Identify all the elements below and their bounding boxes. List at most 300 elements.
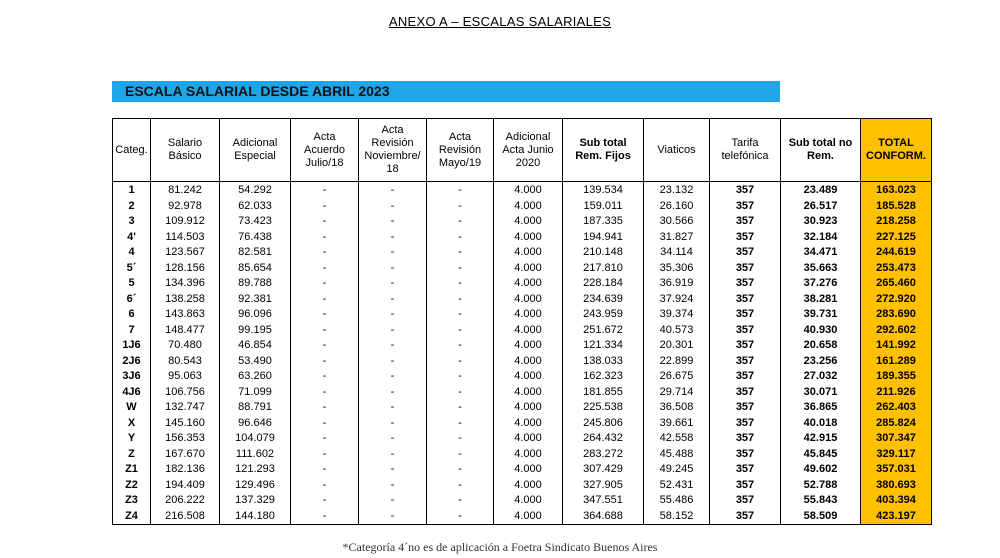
cell-viaticos: 26.675 bbox=[644, 369, 710, 385]
cell-categ: Z2 bbox=[113, 478, 151, 494]
table-row bbox=[113, 307, 932, 323]
cell-acta-acuerdo: - bbox=[291, 447, 359, 463]
cell-categ: 4' bbox=[113, 230, 151, 246]
cell-salario-basico: 148.477 bbox=[151, 323, 220, 339]
cell-subtotal-no-rem: 40.018 bbox=[781, 416, 861, 432]
cell-adicional-especial: 92.381 bbox=[220, 292, 291, 308]
cell-categ: 7 bbox=[113, 323, 151, 339]
table-row bbox=[113, 509, 932, 525]
cell-tarifa: 357 bbox=[710, 182, 781, 199]
cell-subtotal-no-rem: 30.071 bbox=[781, 385, 861, 401]
header-acta-acuerdo: Acta Acuerdo Julio/18 bbox=[291, 119, 359, 182]
header-total: TOTAL CONFORM. bbox=[861, 119, 932, 182]
table-row bbox=[113, 245, 932, 261]
cell-viaticos: 49.245 bbox=[644, 462, 710, 478]
cell-total: 141.992 bbox=[861, 338, 932, 354]
cell-subtotal-no-rem: 32.184 bbox=[781, 230, 861, 246]
cell-acta-acuerdo: - bbox=[291, 400, 359, 416]
cell-subtotal-rem: 162.323 bbox=[563, 369, 644, 385]
cell-tarifa: 357 bbox=[710, 230, 781, 246]
cell-viaticos: 42.558 bbox=[644, 431, 710, 447]
footnote: *Categoría 4´no es de aplicación a Foetra Sindicato Buenos Aires bbox=[342, 540, 658, 554]
cell-acta-acuerdo: - bbox=[291, 199, 359, 215]
cell-acta-revision-mayo: - bbox=[427, 245, 494, 261]
cell-acta-acuerdo: - bbox=[291, 245, 359, 261]
cell-tarifa: 357 bbox=[710, 509, 781, 525]
cell-subtotal-rem: 210.148 bbox=[563, 245, 644, 261]
cell-viaticos: 31.827 bbox=[644, 230, 710, 246]
header-adicional-acta-junio: Adicional Acta Junio 2020 bbox=[494, 119, 563, 182]
table-row bbox=[113, 385, 932, 401]
table-row bbox=[113, 354, 932, 370]
cell-subtotal-rem: 138.033 bbox=[563, 354, 644, 370]
cell-subtotal-rem: 283.272 bbox=[563, 447, 644, 463]
cell-subtotal-rem: 181.855 bbox=[563, 385, 644, 401]
cell-tarifa: 357 bbox=[710, 462, 781, 478]
cell-acta-revision-mayo: - bbox=[427, 416, 494, 432]
cell-subtotal-no-rem: 27.032 bbox=[781, 369, 861, 385]
cell-acta-revision-mayo: - bbox=[427, 338, 494, 354]
cell-viaticos: 36.508 bbox=[644, 400, 710, 416]
cell-adicional-acta-junio: 4.000 bbox=[494, 199, 563, 215]
header-viaticos: Viaticos bbox=[644, 119, 710, 182]
cell-viaticos: 39.374 bbox=[644, 307, 710, 323]
cell-subtotal-no-rem: 37.276 bbox=[781, 276, 861, 292]
cell-adicional-acta-junio: 4.000 bbox=[494, 493, 563, 509]
cell-adicional-especial: 99.195 bbox=[220, 323, 291, 339]
cell-subtotal-rem: 217.810 bbox=[563, 261, 644, 277]
cell-subtotal-no-rem: 55.843 bbox=[781, 493, 861, 509]
cell-acta-revision-nov: - bbox=[359, 182, 427, 199]
header-subtotal-rem: Sub total Rem. Fijos bbox=[563, 119, 644, 182]
header-adicional-especial: Adicional Especial bbox=[220, 119, 291, 182]
cell-viaticos: 34.114 bbox=[644, 245, 710, 261]
cell-acta-revision-nov: - bbox=[359, 245, 427, 261]
cell-subtotal-rem: 307.429 bbox=[563, 462, 644, 478]
cell-salario-basico: 206.222 bbox=[151, 493, 220, 509]
cell-acta-acuerdo: - bbox=[291, 509, 359, 525]
cell-acta-revision-mayo: - bbox=[427, 509, 494, 525]
cell-subtotal-no-rem: 35.663 bbox=[781, 261, 861, 277]
cell-categ: 6 bbox=[113, 307, 151, 323]
cell-acta-revision-nov: - bbox=[359, 478, 427, 494]
table-row bbox=[113, 462, 932, 478]
cell-tarifa: 357 bbox=[710, 400, 781, 416]
cell-acta-revision-nov: - bbox=[359, 307, 427, 323]
cell-adicional-especial: 137.329 bbox=[220, 493, 291, 509]
cell-tarifa: 357 bbox=[710, 416, 781, 432]
cell-viaticos: 20.301 bbox=[644, 338, 710, 354]
cell-total: 244.619 bbox=[861, 245, 932, 261]
cell-adicional-acta-junio: 4.000 bbox=[494, 431, 563, 447]
header-row bbox=[113, 119, 932, 182]
cell-salario-basico: 134.396 bbox=[151, 276, 220, 292]
cell-subtotal-rem: 228.184 bbox=[563, 276, 644, 292]
cell-adicional-especial: 144.180 bbox=[220, 509, 291, 525]
cell-categ: 3J6 bbox=[113, 369, 151, 385]
cell-tarifa: 357 bbox=[710, 338, 781, 354]
cell-viaticos: 22.899 bbox=[644, 354, 710, 370]
cell-acta-acuerdo: - bbox=[291, 431, 359, 447]
document-title bbox=[0, 14, 1000, 29]
cell-adicional-acta-junio: 4.000 bbox=[494, 323, 563, 339]
cell-acta-revision-nov: - bbox=[359, 416, 427, 432]
cell-tarifa: 357 bbox=[710, 354, 781, 370]
cell-acta-revision-nov: - bbox=[359, 400, 427, 416]
cell-tarifa: 357 bbox=[710, 431, 781, 447]
cell-adicional-especial: 63.260 bbox=[220, 369, 291, 385]
header-categ: Categ. bbox=[113, 119, 151, 182]
cell-acta-acuerdo: - bbox=[291, 323, 359, 339]
table-row bbox=[113, 416, 932, 432]
cell-salario-basico: 132.747 bbox=[151, 400, 220, 416]
cell-subtotal-rem: 245.806 bbox=[563, 416, 644, 432]
cell-acta-revision-mayo: - bbox=[427, 478, 494, 494]
cell-salario-basico: 123.567 bbox=[151, 245, 220, 261]
cell-viaticos: 58.152 bbox=[644, 509, 710, 525]
cell-acta-revision-mayo: - bbox=[427, 462, 494, 478]
cell-categ: Y bbox=[113, 431, 151, 447]
cell-subtotal-no-rem: 45.845 bbox=[781, 447, 861, 463]
cell-acta-acuerdo: - bbox=[291, 292, 359, 308]
table-row bbox=[113, 276, 932, 292]
cell-salario-basico: 106.756 bbox=[151, 385, 220, 401]
table-row bbox=[113, 214, 932, 230]
cell-viaticos: 52.431 bbox=[644, 478, 710, 494]
cell-categ: Z1 bbox=[113, 462, 151, 478]
cell-categ: Z4 bbox=[113, 509, 151, 525]
cell-salario-basico: 194.409 bbox=[151, 478, 220, 494]
cell-acta-revision-nov: - bbox=[359, 323, 427, 339]
cell-adicional-acta-junio: 4.000 bbox=[494, 400, 563, 416]
cell-categ: Z3 bbox=[113, 493, 151, 509]
cell-acta-acuerdo: - bbox=[291, 354, 359, 370]
cell-categ: 2J6 bbox=[113, 354, 151, 370]
cell-acta-revision-mayo: - bbox=[427, 292, 494, 308]
cell-adicional-acta-junio: 4.000 bbox=[494, 292, 563, 308]
cell-tarifa: 357 bbox=[710, 307, 781, 323]
cell-subtotal-no-rem: 38.281 bbox=[781, 292, 861, 308]
cell-salario-basico: 167.670 bbox=[151, 447, 220, 463]
cell-tarifa: 357 bbox=[710, 214, 781, 230]
cell-adicional-especial: 76.438 bbox=[220, 230, 291, 246]
cell-acta-acuerdo: - bbox=[291, 369, 359, 385]
cell-salario-basico: 138.258 bbox=[151, 292, 220, 308]
cell-categ: 4 bbox=[113, 245, 151, 261]
cell-acta-revision-nov: - bbox=[359, 509, 427, 525]
document-title-text: ANEXO A – ESCALAS SALARIALES bbox=[388, 14, 612, 29]
cell-adicional-acta-junio: 4.000 bbox=[494, 245, 563, 261]
cell-categ: 5´ bbox=[113, 261, 151, 277]
cell-viaticos: 23.132 bbox=[644, 182, 710, 199]
cell-acta-revision-mayo: - bbox=[427, 230, 494, 246]
cell-subtotal-rem: 264.432 bbox=[563, 431, 644, 447]
cell-salario-basico: 156.353 bbox=[151, 431, 220, 447]
cell-tarifa: 357 bbox=[710, 199, 781, 215]
cell-salario-basico: 80.543 bbox=[151, 354, 220, 370]
cell-tarifa: 357 bbox=[710, 369, 781, 385]
cell-acta-revision-mayo: - bbox=[427, 354, 494, 370]
cell-adicional-especial: 96.096 bbox=[220, 307, 291, 323]
cell-categ: 5 bbox=[113, 276, 151, 292]
cell-adicional-especial: 54.292 bbox=[220, 182, 291, 199]
cell-subtotal-no-rem: 42.915 bbox=[781, 431, 861, 447]
cell-adicional-acta-junio: 4.000 bbox=[494, 354, 563, 370]
cell-categ: Z bbox=[113, 447, 151, 463]
cell-categ: 1J6 bbox=[113, 338, 151, 354]
cell-categ: 3 bbox=[113, 214, 151, 230]
cell-acta-revision-mayo: - bbox=[427, 493, 494, 509]
cell-viaticos: 55.486 bbox=[644, 493, 710, 509]
cell-viaticos: 29.714 bbox=[644, 385, 710, 401]
cell-adicional-especial: 96.646 bbox=[220, 416, 291, 432]
table-row bbox=[113, 493, 932, 509]
cell-acta-acuerdo: - bbox=[291, 276, 359, 292]
cell-acta-revision-nov: - bbox=[359, 385, 427, 401]
cell-acta-acuerdo: - bbox=[291, 261, 359, 277]
cell-acta-revision-mayo: - bbox=[427, 307, 494, 323]
cell-acta-acuerdo: - bbox=[291, 338, 359, 354]
cell-acta-revision-nov: - bbox=[359, 199, 427, 215]
cell-adicional-especial: 82.581 bbox=[220, 245, 291, 261]
cell-adicional-acta-junio: 4.000 bbox=[494, 276, 563, 292]
cell-acta-revision-mayo: - bbox=[427, 214, 494, 230]
cell-viaticos: 37.924 bbox=[644, 292, 710, 308]
cell-acta-acuerdo: - bbox=[291, 307, 359, 323]
cell-tarifa: 357 bbox=[710, 276, 781, 292]
cell-subtotal-rem: 121.334 bbox=[563, 338, 644, 354]
cell-acta-revision-mayo: - bbox=[427, 447, 494, 463]
cell-acta-revision-nov: - bbox=[359, 230, 427, 246]
cell-acta-revision-nov: - bbox=[359, 447, 427, 463]
table-row bbox=[113, 199, 932, 215]
cell-adicional-acta-junio: 4.000 bbox=[494, 478, 563, 494]
cell-acta-revision-nov: - bbox=[359, 338, 427, 354]
cell-tarifa: 357 bbox=[710, 385, 781, 401]
cell-categ: 2 bbox=[113, 199, 151, 215]
cell-tarifa: 357 bbox=[710, 245, 781, 261]
cell-adicional-especial: 89.788 bbox=[220, 276, 291, 292]
cell-adicional-especial: 53.490 bbox=[220, 354, 291, 370]
cell-tarifa: 357 bbox=[710, 261, 781, 277]
cell-subtotal-rem: 251.672 bbox=[563, 323, 644, 339]
cell-adicional-acta-junio: 4.000 bbox=[494, 369, 563, 385]
cell-total: 189.355 bbox=[861, 369, 932, 385]
cell-subtotal-no-rem: 20.658 bbox=[781, 338, 861, 354]
cell-total: 329.117 bbox=[861, 447, 932, 463]
cell-subtotal-rem: 225.538 bbox=[563, 400, 644, 416]
table-row bbox=[113, 292, 932, 308]
header-subtotal-no-rem: Sub total no Rem. bbox=[781, 119, 861, 182]
cell-acta-revision-mayo: - bbox=[427, 182, 494, 199]
cell-adicional-acta-junio: 4.000 bbox=[494, 214, 563, 230]
cell-acta-acuerdo: - bbox=[291, 493, 359, 509]
cell-acta-revision-nov: - bbox=[359, 261, 427, 277]
cell-viaticos: 36.919 bbox=[644, 276, 710, 292]
cell-total: 283.690 bbox=[861, 307, 932, 323]
cell-total: 163.023 bbox=[861, 182, 932, 199]
cell-adicional-acta-junio: 4.000 bbox=[494, 447, 563, 463]
cell-total: 265.460 bbox=[861, 276, 932, 292]
table-row bbox=[113, 447, 932, 463]
header-acta-revision-mayo: Acta Revisión Mayo/19 bbox=[427, 119, 494, 182]
cell-total: 292.602 bbox=[861, 323, 932, 339]
cell-subtotal-no-rem: 23.489 bbox=[781, 182, 861, 199]
cell-adicional-acta-junio: 4.000 bbox=[494, 462, 563, 478]
cell-subtotal-rem: 327.905 bbox=[563, 478, 644, 494]
cell-acta-acuerdo: - bbox=[291, 416, 359, 432]
cell-adicional-especial: 73.423 bbox=[220, 214, 291, 230]
cell-acta-revision-nov: - bbox=[359, 214, 427, 230]
table-row bbox=[113, 431, 932, 447]
cell-adicional-acta-junio: 4.000 bbox=[494, 416, 563, 432]
cell-adicional-especial: 62.033 bbox=[220, 199, 291, 215]
cell-salario-basico: 114.503 bbox=[151, 230, 220, 246]
cell-subtotal-rem: 187.335 bbox=[563, 214, 644, 230]
cell-viaticos: 40.573 bbox=[644, 323, 710, 339]
cell-viaticos: 30.566 bbox=[644, 214, 710, 230]
cell-adicional-especial: 71.099 bbox=[220, 385, 291, 401]
cell-salario-basico: 81.242 bbox=[151, 182, 220, 199]
cell-categ: W bbox=[113, 400, 151, 416]
cell-adicional-especial: 121.293 bbox=[220, 462, 291, 478]
cell-adicional-especial: 104.079 bbox=[220, 431, 291, 447]
cell-total: 285.824 bbox=[861, 416, 932, 432]
table-row bbox=[113, 230, 932, 246]
cell-total: 185.528 bbox=[861, 199, 932, 215]
table-row bbox=[113, 478, 932, 494]
cell-salario-basico: 70.480 bbox=[151, 338, 220, 354]
cell-total: 403.394 bbox=[861, 493, 932, 509]
cell-acta-acuerdo: - bbox=[291, 478, 359, 494]
cell-adicional-acta-junio: 4.000 bbox=[494, 307, 563, 323]
cell-categ: 1 bbox=[113, 182, 151, 199]
cell-tarifa: 357 bbox=[710, 323, 781, 339]
cell-acta-revision-nov: - bbox=[359, 493, 427, 509]
table-row bbox=[113, 182, 932, 199]
cell-subtotal-no-rem: 23.256 bbox=[781, 354, 861, 370]
cell-acta-revision-mayo: - bbox=[427, 369, 494, 385]
cell-acta-revision-mayo: - bbox=[427, 431, 494, 447]
salary-table bbox=[112, 118, 932, 525]
cell-salario-basico: 182.136 bbox=[151, 462, 220, 478]
header-tarifa: Tarifa telefónica bbox=[710, 119, 781, 182]
cell-acta-revision-nov: - bbox=[359, 369, 427, 385]
cell-categ: 6´ bbox=[113, 292, 151, 308]
scale-banner bbox=[112, 81, 780, 102]
cell-tarifa: 357 bbox=[710, 292, 781, 308]
cell-subtotal-no-rem: 34.471 bbox=[781, 245, 861, 261]
table-row bbox=[113, 323, 932, 339]
cell-total: 218.258 bbox=[861, 214, 932, 230]
cell-salario-basico: 143.863 bbox=[151, 307, 220, 323]
table-body bbox=[113, 182, 932, 525]
header-salario-basico: Salario Básico bbox=[151, 119, 220, 182]
cell-adicional-acta-junio: 4.000 bbox=[494, 385, 563, 401]
cell-acta-revision-nov: - bbox=[359, 462, 427, 478]
cell-adicional-especial: 129.496 bbox=[220, 478, 291, 494]
cell-adicional-especial: 46.854 bbox=[220, 338, 291, 354]
cell-total: 357.031 bbox=[861, 462, 932, 478]
cell-subtotal-rem: 364.688 bbox=[563, 509, 644, 525]
cell-salario-basico: 145.160 bbox=[151, 416, 220, 432]
cell-salario-basico: 92.978 bbox=[151, 199, 220, 215]
cell-adicional-acta-junio: 4.000 bbox=[494, 230, 563, 246]
cell-acta-revision-mayo: - bbox=[427, 199, 494, 215]
cell-acta-acuerdo: - bbox=[291, 230, 359, 246]
cell-acta-revision-mayo: - bbox=[427, 276, 494, 292]
cell-subtotal-no-rem: 36.865 bbox=[781, 400, 861, 416]
cell-salario-basico: 216.508 bbox=[151, 509, 220, 525]
cell-total: 380.693 bbox=[861, 478, 932, 494]
cell-acta-acuerdo: - bbox=[291, 385, 359, 401]
scale-banner-text: ESCALA SALARIAL DESDE ABRIL 2023 bbox=[125, 83, 390, 99]
cell-tarifa: 357 bbox=[710, 493, 781, 509]
cell-subtotal-no-rem: 39.731 bbox=[781, 307, 861, 323]
cell-acta-revision-nov: - bbox=[359, 354, 427, 370]
table-row bbox=[113, 369, 932, 385]
cell-viaticos: 45.488 bbox=[644, 447, 710, 463]
cell-total: 423.197 bbox=[861, 509, 932, 525]
cell-total: 253.473 bbox=[861, 261, 932, 277]
table-row bbox=[113, 261, 932, 277]
cell-viaticos: 35.306 bbox=[644, 261, 710, 277]
table-row bbox=[113, 338, 932, 354]
cell-total: 272.920 bbox=[861, 292, 932, 308]
cell-acta-revision-nov: - bbox=[359, 292, 427, 308]
cell-acta-revision-mayo: - bbox=[427, 385, 494, 401]
cell-acta-revision-nov: - bbox=[359, 276, 427, 292]
cell-adicional-acta-junio: 4.000 bbox=[494, 182, 563, 199]
cell-total: 262.403 bbox=[861, 400, 932, 416]
cell-subtotal-no-rem: 52.788 bbox=[781, 478, 861, 494]
cell-subtotal-no-rem: 26.517 bbox=[781, 199, 861, 215]
cell-acta-revision-mayo: - bbox=[427, 323, 494, 339]
cell-adicional-acta-junio: 4.000 bbox=[494, 509, 563, 525]
cell-subtotal-no-rem: 49.602 bbox=[781, 462, 861, 478]
cell-adicional-especial: 111.602 bbox=[220, 447, 291, 463]
cell-tarifa: 357 bbox=[710, 478, 781, 494]
cell-subtotal-no-rem: 58.509 bbox=[781, 509, 861, 525]
cell-acta-acuerdo: - bbox=[291, 462, 359, 478]
cell-acta-acuerdo: - bbox=[291, 214, 359, 230]
cell-adicional-especial: 88.791 bbox=[220, 400, 291, 416]
cell-acta-revision-mayo: - bbox=[427, 400, 494, 416]
table-row bbox=[113, 400, 932, 416]
cell-total: 307.347 bbox=[861, 431, 932, 447]
cell-acta-acuerdo: - bbox=[291, 182, 359, 199]
cell-total: 211.926 bbox=[861, 385, 932, 401]
cell-tarifa: 357 bbox=[710, 447, 781, 463]
cell-salario-basico: 109.912 bbox=[151, 214, 220, 230]
cell-acta-revision-mayo: - bbox=[427, 261, 494, 277]
cell-salario-basico: 95.063 bbox=[151, 369, 220, 385]
cell-total: 227.125 bbox=[861, 230, 932, 246]
cell-subtotal-rem: 234.639 bbox=[563, 292, 644, 308]
cell-subtotal-rem: 194.941 bbox=[563, 230, 644, 246]
cell-salario-basico: 128.156 bbox=[151, 261, 220, 277]
cell-subtotal-rem: 243.959 bbox=[563, 307, 644, 323]
cell-total: 161.289 bbox=[861, 354, 932, 370]
cell-subtotal-rem: 139.534 bbox=[563, 182, 644, 199]
cell-viaticos: 26.160 bbox=[644, 199, 710, 215]
cell-subtotal-rem: 159.011 bbox=[563, 199, 644, 215]
cell-adicional-especial: 85.654 bbox=[220, 261, 291, 277]
cell-subtotal-no-rem: 30.923 bbox=[781, 214, 861, 230]
cell-subtotal-no-rem: 40.930 bbox=[781, 323, 861, 339]
cell-categ: X bbox=[113, 416, 151, 432]
header-acta-revision-nov: Acta Revisión Noviembre/ 18 bbox=[359, 119, 427, 182]
